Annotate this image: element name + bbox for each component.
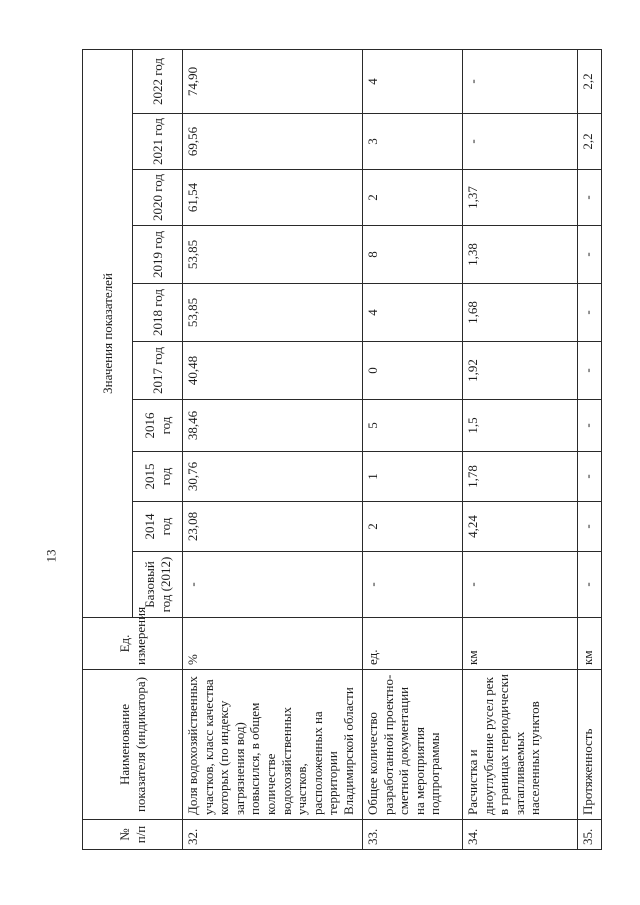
header-year: 2016 год [133, 400, 183, 452]
rotated-table-container [82, 50, 602, 850]
row-value: - [578, 400, 602, 452]
row-value: 53,85 [183, 284, 363, 342]
header-year: 2015 год [133, 452, 183, 502]
row-unit: ед. [363, 618, 463, 670]
row-value: 23,08 [183, 502, 363, 552]
row-indicator-name: Расчистка и дноуглубление русел рек в границах периодически затапливаемых населенных пунктов [463, 670, 578, 820]
row-value: 2,2 [578, 49, 602, 113]
row-value: 5 [363, 400, 463, 452]
header-year: 2014 год [133, 502, 183, 552]
row-value: - [578, 170, 602, 226]
row-value: 1,78 [463, 452, 578, 502]
row-value: - [578, 552, 602, 618]
row-value: 61,54 [183, 170, 363, 226]
row-num: 32. [183, 820, 363, 850]
row-value: - [183, 552, 363, 618]
row-value: - [578, 226, 602, 284]
row-value: 0 [363, 342, 463, 400]
header-year: 2021 год [133, 114, 183, 170]
row-value: 4 [363, 49, 463, 113]
row-unit: км [463, 618, 578, 670]
row-value: 1,92 [463, 342, 578, 400]
page-number: 13 [43, 549, 59, 563]
row-value: 40,48 [183, 342, 363, 400]
row-value: 1,38 [463, 226, 578, 284]
row-value: - [578, 502, 602, 552]
row-value: 1,68 [463, 284, 578, 342]
row-value: 2 [363, 502, 463, 552]
row-value: 4 [363, 284, 463, 342]
row-value: - [578, 452, 602, 502]
row-value: 1,37 [463, 170, 578, 226]
row-indicator-name: Протяженность [578, 670, 602, 820]
header-unit: Ед. измерения [83, 618, 183, 670]
row-value: - [463, 49, 578, 113]
row-value: - [578, 342, 602, 400]
row-unit: км [578, 618, 602, 670]
indicators-table [82, 49, 602, 850]
row-value: 38,46 [183, 400, 363, 452]
row-indicator-name: Доля водохозяйственных участков, класс качества которых (по индексу загрязнения вод) повысился, в общем количестве водохозяйственных участков, расположенных на территории Владимирской области [183, 670, 363, 820]
row-value: 1,5 [463, 400, 578, 452]
table-row [463, 49, 578, 849]
row-unit: % [183, 618, 363, 670]
row-value: 53,85 [183, 226, 363, 284]
table-row [183, 49, 363, 849]
row-value: 30,76 [183, 452, 363, 502]
header-num: № п/п [83, 820, 183, 850]
row-value: 1 [363, 452, 463, 502]
table-row [363, 49, 463, 849]
header-year: 2022 год [133, 49, 183, 113]
row-num: 33. [363, 820, 463, 850]
row-value: - [463, 552, 578, 618]
row-indicator-name: Общее количество разработанной проектно-сметной документации на мероприятия подпрограммы [363, 670, 463, 820]
table-row [578, 49, 602, 849]
header-year: 2019 год [133, 226, 183, 284]
row-value: 8 [363, 226, 463, 284]
row-value: 2 [363, 170, 463, 226]
row-value: 4,24 [463, 502, 578, 552]
row-num: 34. [463, 820, 578, 850]
header-year: Базовый год (2012) [133, 552, 183, 618]
row-value: - [463, 114, 578, 170]
row-value: - [363, 552, 463, 618]
row-value: 3 [363, 114, 463, 170]
header-year: 2020 год [133, 170, 183, 226]
header-year: 2018 год [133, 284, 183, 342]
row-value: 69,56 [183, 114, 363, 170]
header-name: Наименование показателя (индикатора) [83, 670, 183, 820]
row-num: 35. [578, 820, 602, 850]
row-value: 2,2 [578, 114, 602, 170]
header-year: 2017 год [133, 342, 183, 400]
row-value: 74,90 [183, 49, 363, 113]
row-value: - [578, 284, 602, 342]
header-values-group: Значения показателей [83, 49, 133, 617]
